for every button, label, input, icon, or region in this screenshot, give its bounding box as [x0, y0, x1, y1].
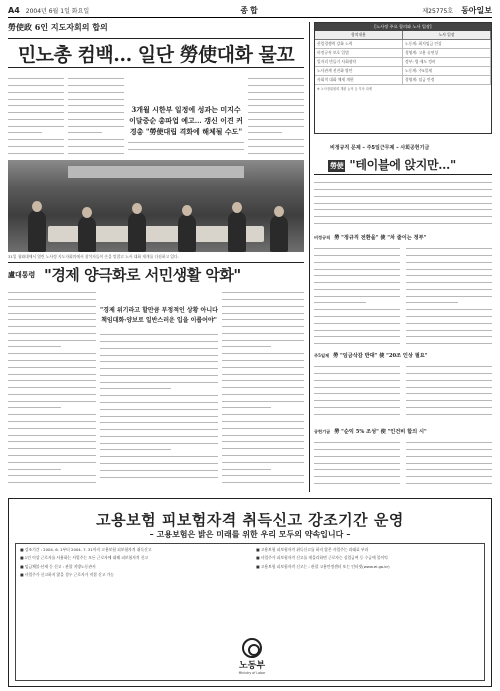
right-text-col5 — [314, 438, 400, 488]
text-line — [314, 376, 400, 381]
text-line — [222, 342, 271, 347]
text-line — [222, 403, 271, 408]
text-line — [314, 271, 400, 276]
text-line — [314, 205, 492, 210]
text-line — [248, 149, 304, 154]
ad-item: ■ 사업주가 신고하지 않을 경우 근로자가 직접 신고 가능 — [20, 572, 114, 578]
text-line — [8, 322, 96, 327]
text-line — [406, 332, 492, 337]
text-line — [406, 369, 492, 374]
text-line — [406, 445, 492, 450]
text-line — [314, 396, 400, 401]
article2-text-col3 — [222, 288, 304, 486]
text-line — [406, 389, 492, 394]
text-line — [8, 471, 96, 476]
ad-item: ■ 고용보험 피보험자격 신고는 : 관할 고용안정센터 또는 인터넷(www.ei.go.kr) — [256, 563, 390, 569]
text-line — [100, 350, 218, 355]
text-line — [8, 101, 64, 106]
issue-date: 2004년 6월 1일 화요일 — [25, 8, 90, 15]
quote-line: "경제 위기라고 할만큼 부정적인 상황 아니다 — [100, 307, 218, 314]
mini-headline-3 — [314, 428, 427, 435]
text-line — [222, 295, 304, 300]
text-line — [406, 312, 492, 317]
text-line — [314, 438, 400, 443]
summary-table — [314, 22, 492, 134]
text-line — [248, 94, 304, 99]
text-line — [406, 305, 492, 310]
text-line — [8, 397, 96, 402]
table-cell: 경영계: 고용 유연성 — [403, 49, 491, 57]
text-line — [406, 258, 492, 263]
text-line — [222, 322, 304, 327]
text-line — [8, 308, 96, 313]
text-line — [100, 344, 218, 349]
text-line — [8, 335, 96, 340]
text-line — [406, 244, 492, 249]
mini-label: 비정규직 — [314, 235, 331, 240]
text-line — [68, 81, 124, 86]
text-line — [8, 424, 96, 429]
text-line — [8, 403, 61, 408]
table-cell: 산업경쟁력 강화 노력 — [315, 40, 403, 48]
text-line — [8, 74, 64, 79]
mini-text: 勞 "임금삭감 반대" 使 "20조 인상 필요" — [333, 353, 428, 359]
text-line — [68, 108, 124, 113]
meeting-photo — [8, 160, 304, 252]
text-line — [314, 325, 400, 330]
text-line — [406, 409, 492, 414]
photo-person-head — [182, 205, 192, 216]
right-headline-text: "테이블에 앉지만…" — [349, 158, 456, 172]
text-line — [8, 115, 64, 120]
mini-label: 주5일제 — [314, 353, 330, 358]
subhead-line: 3개월 시한부 일정에 성과는 미지수 — [131, 105, 241, 114]
text-line — [314, 479, 400, 484]
text-line — [68, 88, 124, 93]
subhead-line: 이달중순 총파업 예고… 갱신 이견 커 — [129, 116, 243, 125]
right-text-col4 — [406, 362, 492, 422]
text-line — [8, 451, 96, 456]
article1-text-col1 — [8, 74, 64, 156]
text-line — [406, 291, 492, 296]
ad-item: ■ 임금체불·산재 등 신고 : 관할 지방노동관서 — [20, 563, 96, 569]
table-cell: 정부: 법·제도 정비 — [403, 58, 491, 66]
table-row — [315, 67, 491, 76]
text-line — [100, 398, 218, 403]
text-line — [222, 369, 304, 374]
article2-kicker: 盧대통령 — [8, 270, 36, 279]
text-line — [100, 459, 218, 464]
text-line — [8, 390, 96, 395]
text-line — [314, 212, 492, 217]
table-cell: 비정규직 보호 입법 — [315, 49, 403, 57]
text-line — [8, 363, 96, 368]
text-line — [314, 312, 400, 317]
text-line — [314, 298, 366, 303]
page-number: A4 — [8, 6, 20, 15]
text-line — [314, 458, 400, 463]
text-line — [8, 349, 96, 354]
right-text-col3 — [314, 362, 400, 422]
text-line — [314, 319, 400, 324]
mini-text: 勞 "정규직 전환을" 使 "차 줄이는 정부" — [334, 235, 427, 241]
text-line — [314, 339, 400, 344]
text-line — [406, 472, 492, 477]
text-line — [100, 330, 218, 335]
text-line — [68, 94, 124, 99]
text-line — [314, 219, 492, 224]
ad-subtitle-text: 고용보험은 밝은 미래를 위한 우리 모두의 약속입니다 — [156, 529, 344, 539]
article1-text-col2 — [68, 74, 124, 156]
text-line — [222, 424, 304, 429]
text-line — [406, 271, 492, 276]
text-line — [8, 149, 64, 154]
text-line — [314, 264, 400, 269]
table-cell: 사회적 대화 체제 개편 — [315, 76, 403, 84]
text-line — [100, 371, 218, 376]
text-line — [222, 464, 271, 469]
mini-headline-2 — [314, 352, 427, 359]
photo-person-head — [82, 207, 92, 218]
text-line — [8, 417, 96, 422]
table-title: [노사정 주요 합의와 노사 입장] — [315, 23, 491, 31]
photo-caption: 31일 청와대에서 열린 노사정 지도자회의에서 참석자들이 손을 맞잡고 노사 대화 재개를 다짐하고 있다. — [8, 254, 179, 259]
text-line — [68, 115, 124, 120]
text-line — [314, 305, 400, 310]
text-line — [248, 135, 304, 140]
text-line — [8, 302, 96, 307]
text-line — [222, 329, 304, 334]
text-line — [248, 81, 304, 86]
photo-person-head — [132, 203, 142, 214]
text-line — [248, 101, 304, 106]
text-line — [406, 298, 458, 303]
text-line — [222, 308, 304, 313]
text-line — [68, 149, 124, 154]
text-line — [314, 403, 400, 408]
text-line — [8, 356, 96, 361]
text-line — [222, 315, 304, 320]
ad-item: ■ 사업주가 피보험자격 신고를 게을리하면 근로자는 실업급여 등 수급에 불이익 — [256, 555, 388, 561]
text-line — [314, 472, 400, 477]
photo-person-head — [32, 201, 42, 212]
text-line — [222, 376, 304, 381]
text-line — [314, 198, 492, 203]
ad-item: ■ 고용보험 피보험자격 취득신고를 하지 않은 사업주는 과태료 부과 — [256, 547, 369, 552]
ad-body — [15, 543, 485, 681]
article2-text-col1 — [8, 288, 96, 486]
text-line — [248, 142, 304, 147]
text-line — [314, 409, 400, 414]
text-line — [314, 389, 400, 394]
text-line — [406, 251, 492, 256]
text-line — [222, 349, 304, 354]
text-line — [8, 478, 96, 483]
text-line — [8, 376, 96, 381]
text-line — [314, 291, 400, 296]
text-line — [314, 362, 400, 367]
text-line — [406, 479, 492, 484]
text-line — [222, 356, 304, 361]
ad-item: ■ 1인 이상 근로자를 사용하는 사업주는 모든 근로자에 대해 피보험자격 신고 — [20, 555, 149, 561]
text-line — [222, 363, 304, 368]
text-line — [100, 337, 218, 342]
text-line — [314, 251, 400, 256]
advertisement — [8, 498, 492, 687]
text-line — [314, 278, 400, 283]
text-line — [100, 439, 218, 444]
right-kicker: 비정규직 문제 – 주5일근무제 – 사회공헌기금 — [330, 145, 430, 151]
text-line — [314, 192, 492, 197]
text-line — [222, 451, 304, 456]
photo-person — [228, 211, 246, 252]
text-line — [8, 342, 61, 347]
right-text-col2 — [406, 244, 492, 348]
text-line — [8, 369, 96, 374]
right-lead-text — [314, 178, 492, 230]
text-line — [8, 142, 64, 147]
text-line — [222, 390, 304, 395]
text-line — [314, 185, 492, 190]
text-line — [314, 382, 400, 387]
text-line — [248, 121, 304, 126]
text-line — [222, 444, 304, 449]
photo-person — [128, 212, 146, 252]
text-line — [68, 135, 124, 140]
ad-title: 고용보험 피보험자격 취득신고 강조기간 운영 — [96, 511, 404, 529]
text-line — [406, 362, 492, 367]
text-line — [406, 465, 492, 470]
logo-name: 노동부 — [238, 661, 266, 671]
text-line — [8, 94, 64, 99]
article2-text-col2 — [100, 330, 218, 486]
right-text-col1 — [314, 244, 400, 348]
text-line — [222, 397, 304, 402]
text-line — [314, 285, 400, 290]
text-line — [222, 430, 304, 435]
text-line — [8, 128, 42, 133]
photo-person-head — [232, 202, 242, 213]
text-line — [8, 430, 96, 435]
text-line — [222, 458, 304, 463]
text-line — [100, 357, 218, 362]
text-line — [100, 432, 218, 437]
article2-quote — [100, 306, 218, 326]
text-line — [222, 437, 304, 442]
text-line — [248, 128, 282, 133]
text-line — [248, 108, 304, 113]
text-line — [100, 364, 218, 369]
text-line — [8, 81, 64, 86]
right-text-col6 — [406, 438, 492, 488]
right-headline — [328, 156, 456, 173]
text-line — [100, 472, 218, 477]
table-cell: 경영계: 임금 안정 — [403, 76, 491, 84]
text-line — [8, 88, 64, 93]
text-line — [8, 108, 64, 113]
text-line — [406, 319, 492, 324]
table-cell: 노동계: 주5일제 — [403, 67, 491, 75]
text-line — [248, 74, 304, 79]
text-line — [68, 121, 124, 126]
text-line — [314, 465, 400, 470]
ad-item: ■ 강조기간 : 2004. 6. 1부터 2004. 7. 31까지 고용보험 피보험자격 취득신고 — [20, 547, 152, 552]
text-line — [8, 135, 64, 140]
text-line — [406, 376, 492, 381]
text-line — [406, 438, 492, 443]
text-line — [222, 288, 304, 293]
table-note: ※ 노사정위원회 개편 논의 등 후속 과제 — [317, 87, 372, 91]
text-line — [8, 437, 96, 442]
text-line — [8, 464, 61, 469]
text-line — [68, 74, 124, 79]
text-line — [406, 396, 492, 401]
table-header — [315, 31, 491, 40]
text-line — [406, 452, 492, 457]
text-line — [68, 101, 124, 106]
photo-person-head — [274, 206, 284, 217]
text-line — [8, 315, 96, 320]
mini-label: 공헌기금 — [314, 429, 331, 434]
issue-number: 제25775호 — [422, 8, 454, 15]
text-line — [248, 115, 304, 120]
text-line — [8, 444, 96, 449]
text-line — [314, 369, 400, 374]
divider — [8, 262, 304, 263]
text-line — [8, 458, 96, 463]
ad-right-column — [256, 547, 484, 572]
text-line — [406, 325, 492, 330]
newspaper-name: 동아일보 — [461, 5, 492, 15]
text-line — [222, 302, 304, 307]
text-line — [222, 478, 304, 483]
text-line — [248, 88, 304, 93]
divider — [314, 174, 492, 175]
table-cell: 노사관계 선진화 방안 — [315, 67, 403, 75]
text-line — [100, 391, 218, 396]
table-row — [315, 76, 491, 85]
text-line — [406, 264, 492, 269]
text-line — [222, 410, 304, 415]
article1-headline: 민노총 컴백… 일단 勞使대화 물꼬 — [8, 38, 304, 68]
text-line — [100, 405, 218, 410]
subhead-line: 경총 "勞使대립 격화에 해체될 수도" — [129, 127, 243, 136]
text-line — [68, 142, 124, 147]
text-line — [406, 339, 492, 344]
text-line — [314, 445, 400, 450]
text-line — [8, 329, 96, 334]
ad-left-column — [20, 547, 246, 581]
section-title: 종합 — [240, 6, 260, 15]
table-col-header: 합의내용 — [315, 31, 403, 39]
text-line — [314, 332, 400, 337]
text-line — [406, 403, 492, 408]
ministry-logo — [222, 638, 282, 680]
column-divider — [309, 22, 310, 492]
text-line — [406, 278, 492, 283]
text-line — [314, 178, 492, 183]
text-line — [100, 384, 171, 389]
text-line — [100, 377, 218, 382]
text-line — [222, 335, 304, 340]
text-line — [8, 410, 96, 415]
text-line — [100, 411, 218, 416]
article1-kicker: 勞使政 6인 지도자회의 합의 — [8, 22, 108, 32]
text-line — [8, 288, 96, 293]
text-line — [406, 382, 492, 387]
text-line — [314, 452, 400, 457]
text-line — [406, 285, 492, 290]
article1-text-col4 — [248, 74, 304, 156]
article2-headline: "경제 양극화로 서민생활 악화" — [44, 266, 241, 284]
text-line — [222, 417, 304, 422]
text-line — [8, 121, 64, 126]
text-line — [314, 258, 400, 263]
mini-text: 勞 "순익 5% 조성" 使 "인건비 합의 시" — [334, 429, 427, 435]
table-cell: 일자리 만들기 사회협약 — [315, 58, 403, 66]
text-line — [314, 244, 400, 249]
photo-person — [78, 216, 96, 252]
masthead — [8, 4, 492, 18]
text-line — [100, 466, 218, 471]
headline-tag: 勞使 — [330, 160, 344, 170]
quote-line: 책임대화·양보로 일반스러운 입을 이룹어야" — [101, 317, 217, 324]
photo-person — [270, 215, 288, 252]
table-row — [315, 40, 491, 49]
text-line — [406, 458, 492, 463]
text-line — [100, 452, 218, 457]
table-row — [315, 58, 491, 67]
logo-subtitle: Ministry of Labor — [238, 671, 266, 675]
ad-subtitle: – 고용보험은 밝은 미래를 위한 우리 모두의 약속입니다 – — [149, 529, 351, 539]
text-line — [222, 471, 304, 476]
photo-person — [28, 210, 46, 252]
photo-person — [178, 214, 196, 252]
text-line — [8, 295, 96, 300]
ministry-emblem-icon — [242, 638, 262, 658]
text-line — [8, 383, 96, 388]
table-row — [315, 49, 491, 58]
mini-headline-1 — [314, 234, 426, 241]
text-line — [68, 128, 102, 133]
table-col-header: 노사 입장 — [403, 31, 491, 39]
text-line — [222, 383, 304, 388]
article1-subhead — [128, 104, 244, 154]
photo-banner — [68, 166, 244, 178]
text-line — [100, 418, 218, 423]
text-line — [100, 445, 171, 450]
text-line — [100, 425, 218, 430]
table-cell: 노동계: 최저임금 인상 — [403, 40, 491, 48]
